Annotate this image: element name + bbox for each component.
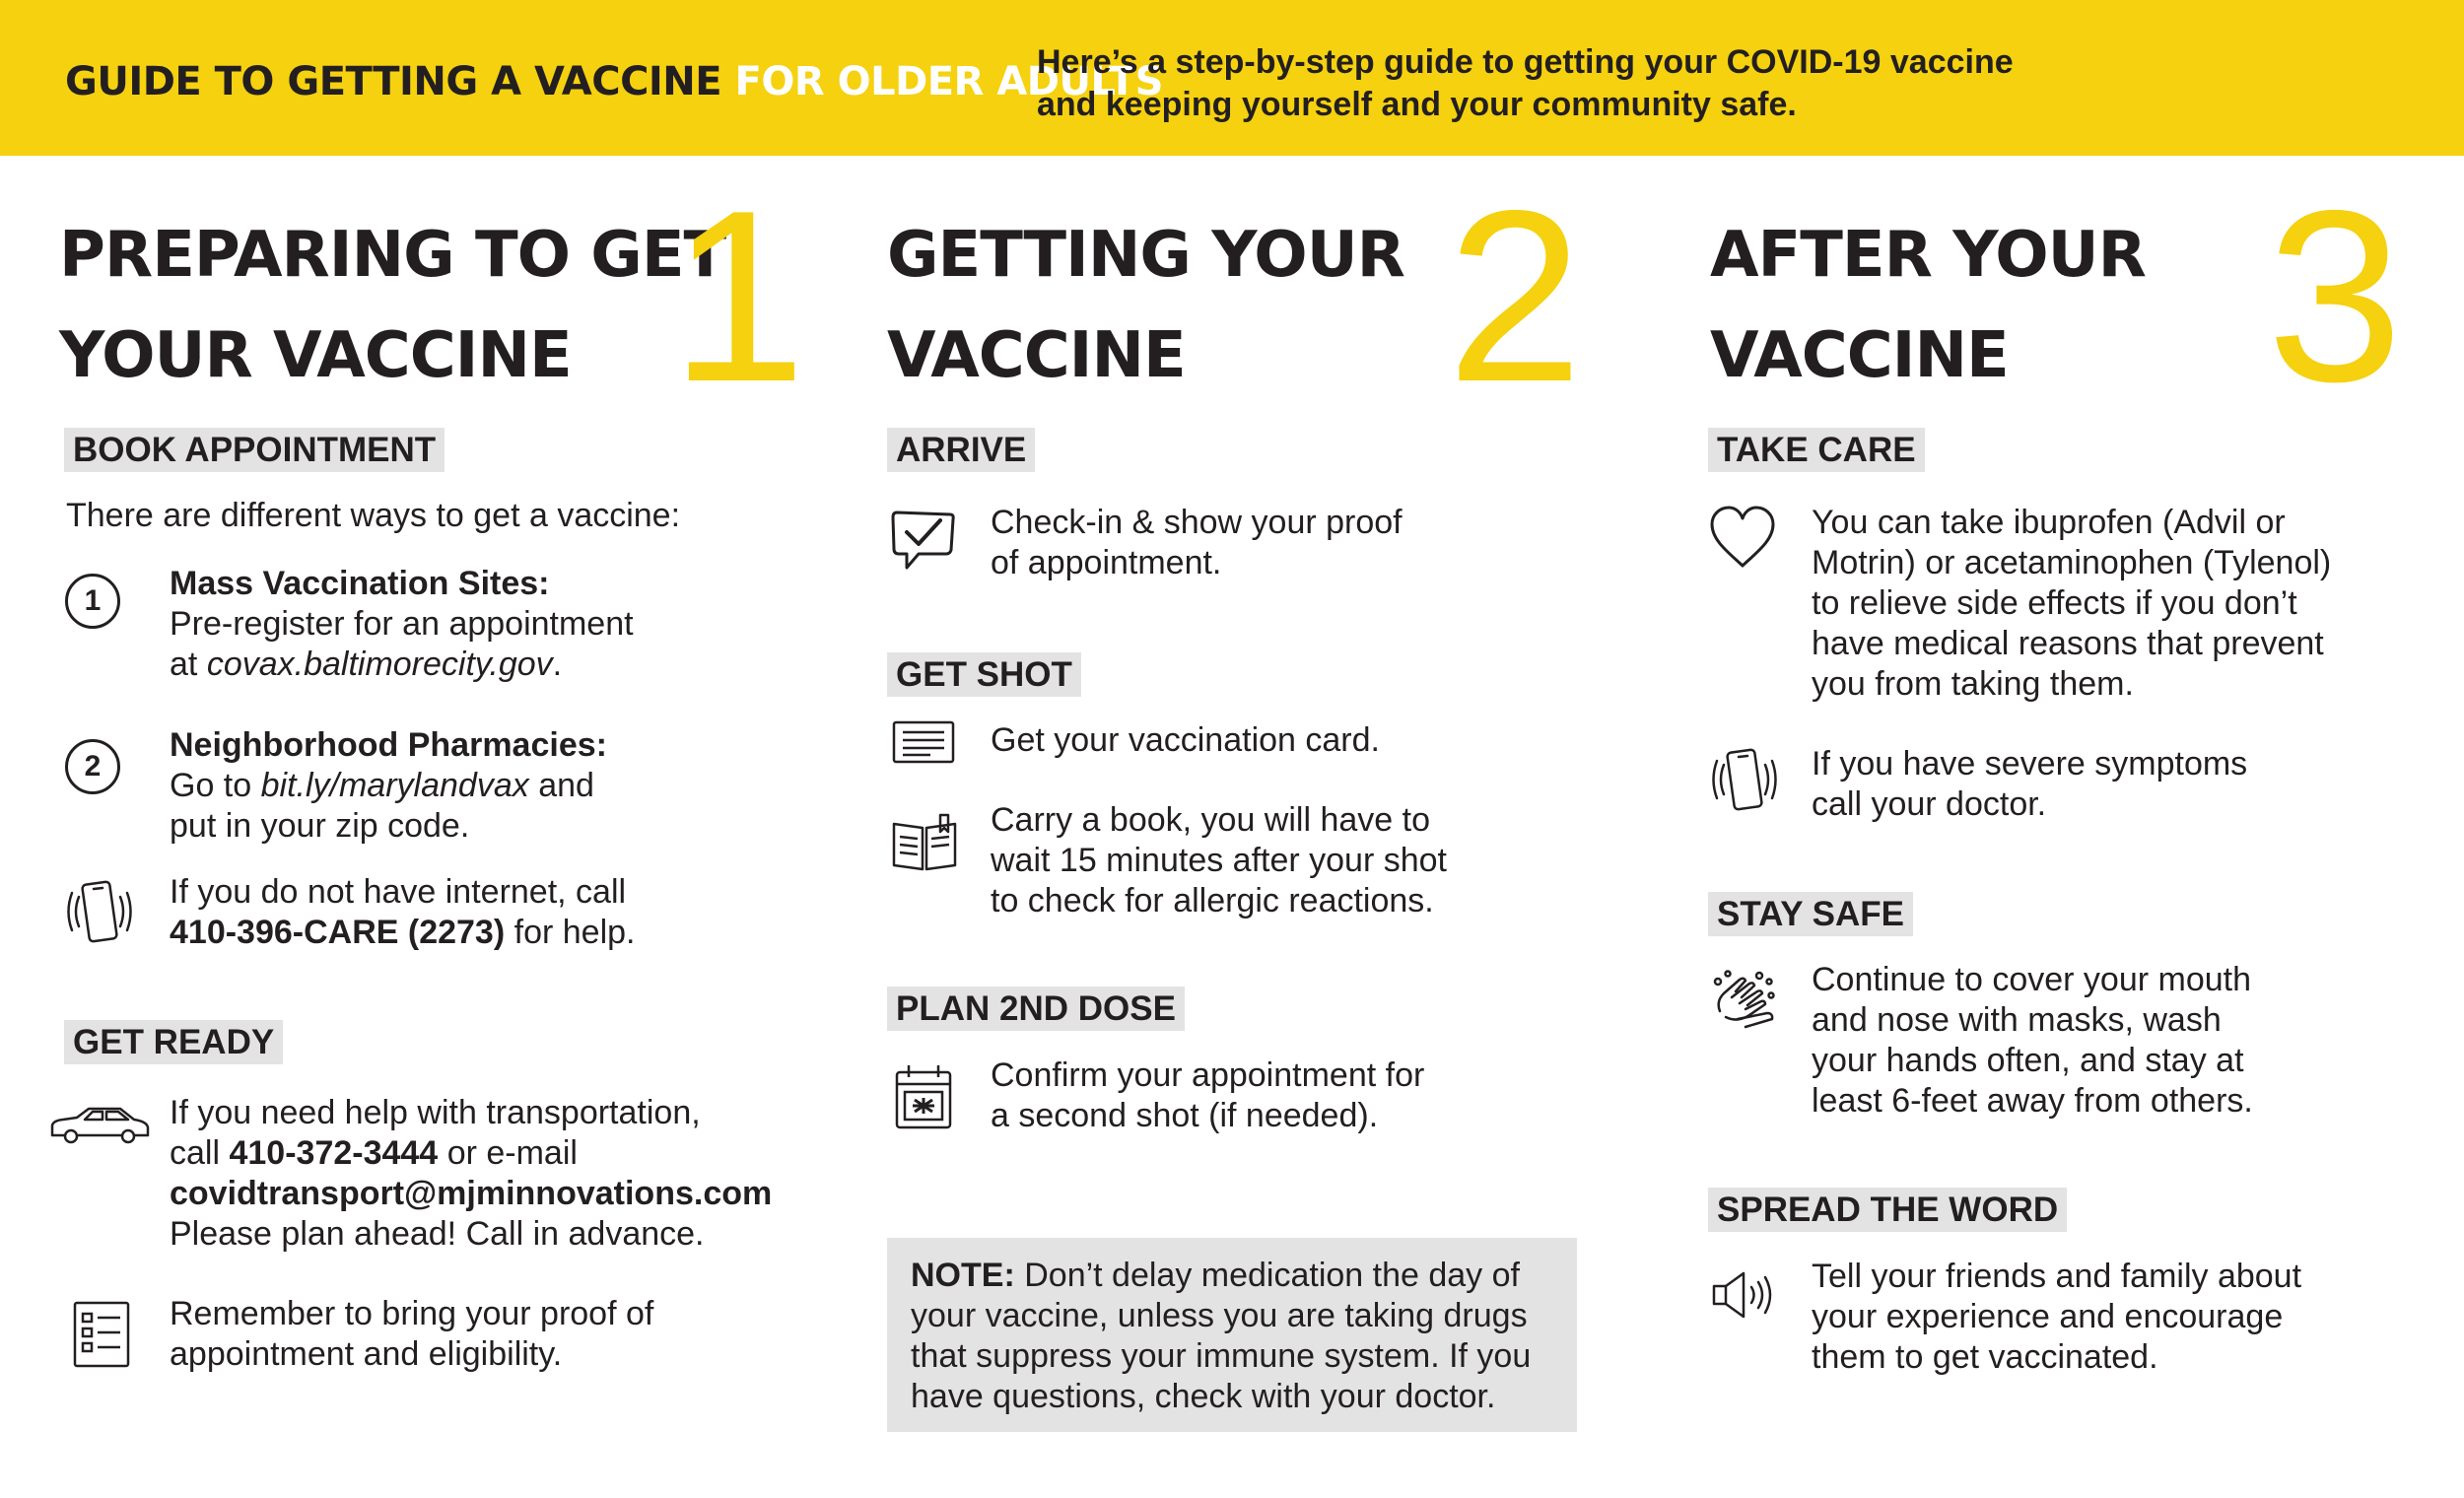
transport-email-link[interactable]: covidtransport@mjminnovations.com: [170, 1175, 773, 1212]
transport-phone-number[interactable]: 410-372-3444: [229, 1134, 439, 1172]
step-number-2-badge: 2: [65, 739, 120, 794]
heart-icon: [1708, 505, 1777, 570]
speaker-icon: [1710, 1269, 1775, 1321]
phone-vibrate-icon: [1712, 745, 1777, 820]
column-3-title: AFTER YOUR VACCINE: [1710, 219, 2146, 392]
step-2-number: 2: [1447, 159, 1583, 433]
note-box: [887, 1238, 1577, 1432]
checkmark-speech-icon: [889, 507, 958, 576]
note-text: NOTE: Don’t delay medication the day of your vaccine, unless you are taking drugs that suppress your immune system. If you have questions, check with your doctor.: [911, 1257, 1532, 1415]
call-for-help-text: If you do not have internet, call 410-396-CARE (2273) for help.: [170, 873, 636, 951]
marylandvax-link[interactable]: bit.ly/marylandvax: [260, 767, 529, 804]
take-care-label: TAKE CARE: [1708, 428, 1925, 472]
carry-book-text: Carry a book, you will have to wait 15 minutes after your shot to check for allergic reactions.: [991, 801, 1448, 919]
phone-vibrate-icon: [67, 877, 132, 952]
stay-safe-text: Continue to cover your mouth and nose with masks, wash your hands often, and stay at least 6-feet away from others.: [1812, 961, 2253, 1120]
vaccination-card-icon: [891, 719, 956, 765]
column-2-title: GETTING YOUR VACCINE: [887, 219, 1404, 392]
check-in-text: Check-in & show your proof of appointment.: [991, 504, 1403, 581]
guide-title-highlight: FOR OLDER ADULTS: [734, 59, 1163, 104]
covax-link[interactable]: covax.baltimorecity.gov: [206, 646, 553, 683]
get-shot-label: GET SHOT: [887, 652, 1081, 697]
step-number-1-badge: 1: [65, 574, 120, 629]
book-icon: [891, 812, 958, 873]
arrive-label: ARRIVE: [887, 428, 1035, 472]
side-effects-text: You can take ibuprofen (Advil or Motrin) or acetaminophen (Tylenol) to relieve side effects if you don’t have medical reasons that prevent you from taking them.: [1812, 504, 2332, 703]
header-banner: [0, 0, 2464, 156]
book-appointment-label: BOOK APPOINTMENT: [64, 428, 445, 472]
stay-safe-label: STAY SAFE: [1708, 892, 1913, 936]
vaccination-card-text: Get your vaccination card.: [991, 721, 1380, 759]
plan-2nd-dose-label: PLAN 2ND DOSE: [887, 987, 1185, 1031]
column-1-title: PREPARING TO GET YOUR VACCINE: [59, 219, 726, 392]
confirm-second-shot-text: Confirm your appointment for a second shot (if needed).: [991, 1056, 1425, 1134]
guide-title: GUIDE TO GETTING A VACCINE FOR OLDER ADULTS: [65, 59, 1163, 104]
checklist-icon: [71, 1299, 132, 1370]
guide-subtitle: Here’s a step-by-step guide to getting your COVID-19 vaccine and keeping yourself and your community safe.: [1037, 43, 2014, 123]
bring-proof-text: Remember to bring your proof of appointment and eligibility.: [170, 1295, 654, 1373]
care-phone-number[interactable]: 410-396-CARE (2273): [170, 914, 506, 951]
get-ready-label: GET READY: [64, 1020, 283, 1064]
spread-the-word-label: SPREAD THE WORD: [1708, 1188, 2067, 1232]
neighborhood-pharmacies-item: Neighborhood Pharmacies: Go to bit.ly/marylandvax and put in your zip code.: [170, 726, 607, 845]
book-intro-text: There are different ways to get a vaccine:: [66, 497, 681, 534]
transportation-text: If you need help with transportation, call 410-372-3444 or e-mail covidtransport@mjminnovations.com Please plan ahead! Call in advance.: [170, 1094, 773, 1253]
severe-symptoms-text: If you have severe symptoms call your doctor.: [1812, 745, 2248, 823]
step-1-number: 1: [670, 159, 806, 433]
calendar-icon: [893, 1062, 954, 1131]
mass-vaccination-sites-item: Mass Vaccination Sites: Pre-register for an appointment at covax.baltimorecity.gov.: [170, 565, 634, 683]
hand-washing-icon: [1710, 968, 1779, 1033]
step-3-number: 3: [2267, 159, 2403, 433]
car-icon: [49, 1106, 152, 1145]
spread-the-word-text: Tell your friends and family about your experience and encourage them to get vaccinated.: [1812, 1258, 2302, 1376]
